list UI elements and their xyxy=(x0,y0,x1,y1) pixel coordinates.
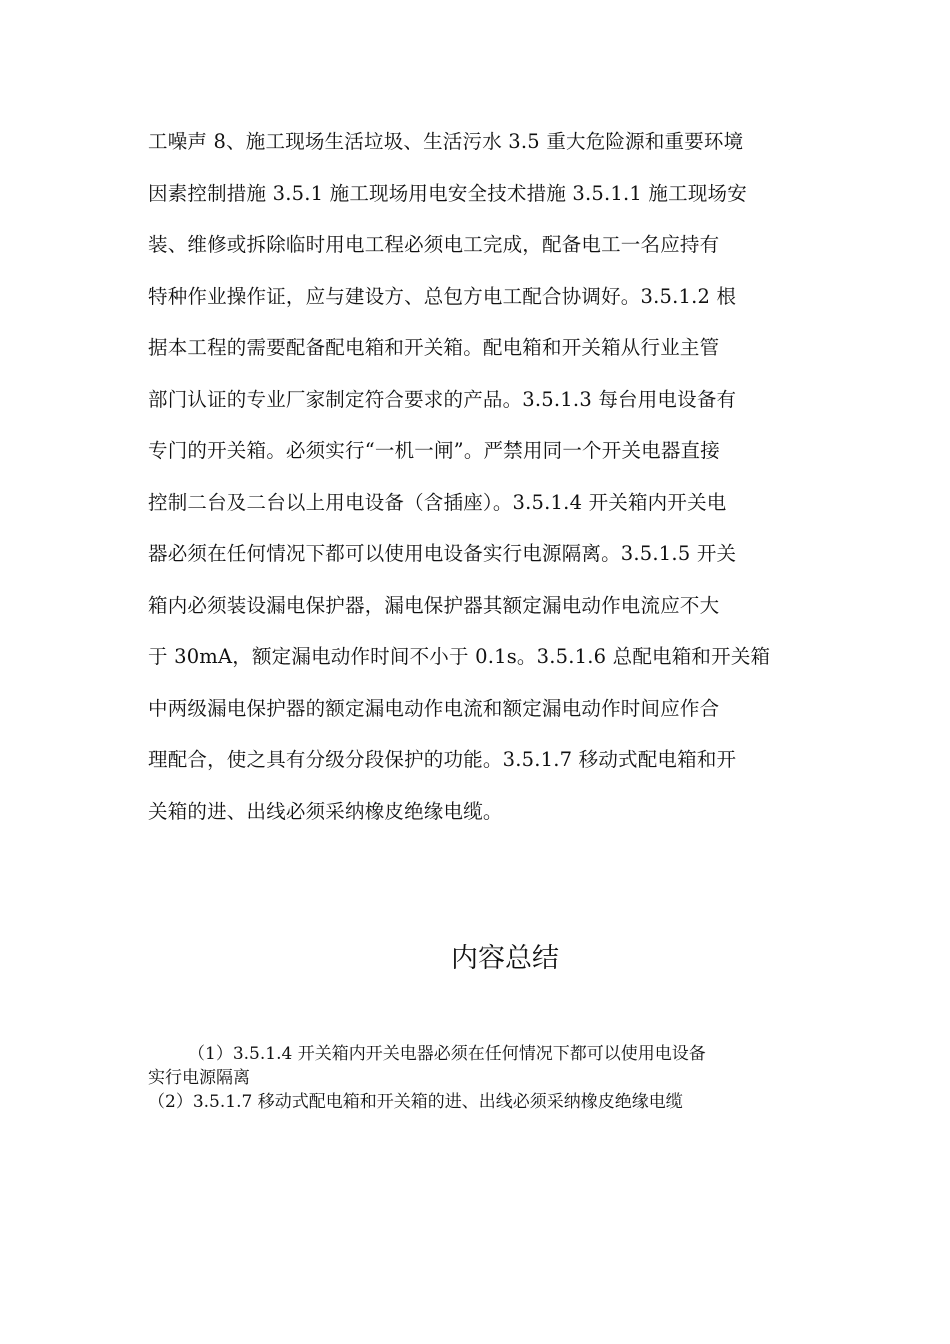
body-paragraph xyxy=(148,116,808,837)
body-line: 控制二台及二台以上用电设备（含插座）。3.5.1.4 开关箱内开关电 xyxy=(148,490,727,514)
body-line: 据本工程的需要配备配电箱和开关箱。配电箱和开关箱从行业主管 xyxy=(148,336,720,359)
body-line: 特种作业操作证，应与建设方、总包方电工配合协调好。3.5.1.2 根 xyxy=(148,284,737,308)
summary-item-1-line-1: （1）3.5.1.4 开关箱内开关电器必须在任何情况下都可以使用电设备 xyxy=(188,1044,706,1064)
body-line: 关箱的进、出线必须采纳橡皮绝缘电缆。 xyxy=(148,799,503,823)
body-line: 理配合，使之具有分级分段保护的功能。3.5.1.7 移动式配电箱和开 xyxy=(148,748,737,771)
summary-list xyxy=(148,1042,808,1114)
body-line: 中两级漏电保护器的额定漏电动作电流和额定漏电动作时间应作合 xyxy=(148,696,720,720)
body-line: 装、维修或拆除临时用电工程必须电工完成，配备电工一名应持有 xyxy=(148,233,720,256)
summary-item-2: （2）3.5.1.7 移动式配电箱和开关箱的进、出线必须采纳橡皮绝缘电缆 xyxy=(148,1092,683,1112)
body-line: 部门认证的专业厂家制定符合要求的产品。3.5.1.3 每台用电设备有 xyxy=(148,387,737,411)
body-line: 工噪声 8、施工现场生活垃圾、生活污水 3.5 重大危险源和重要环境 xyxy=(148,130,744,153)
body-line: 于 30mA，额定漏电动作时间不小于 0.1s。3.5.1.6 总配电箱和开关箱 xyxy=(148,645,771,668)
body-line: 因素控制措施 3.5.1 施工现场用电安全技术措施 3.5.1.1 施工现场安 xyxy=(148,181,747,205)
body-line: 箱内必须装设漏电保护器，漏电保护器其额定漏电动作电流应不大 xyxy=(148,593,720,617)
summary-item-1-line-2: 实行电源隔离 xyxy=(148,1068,250,1088)
body-line: 专门的开关箱。必须实行“一机一闸”。严禁用同一个开关电器直接 xyxy=(148,439,720,462)
body-line: 器必须在任何情况下都可以使用电设备实行电源隔离。3.5.1.5 开关 xyxy=(148,542,737,565)
summary-title: 内容总结 xyxy=(451,943,559,974)
